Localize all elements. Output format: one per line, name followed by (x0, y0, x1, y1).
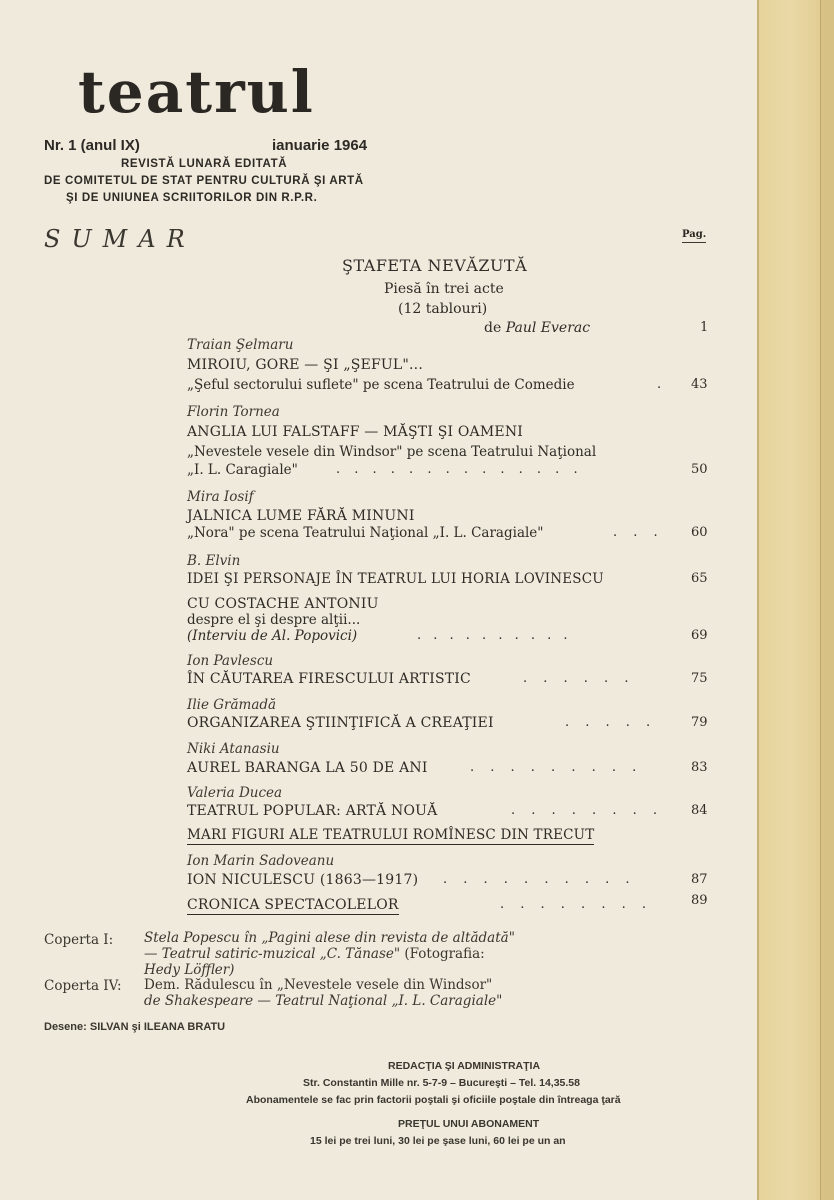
entry-description: „Şeful sectorului suflete" pe scena Teatrului de Comedie (187, 377, 575, 393)
footer-editorial: REDACŢIA ŞI ADMINISTRAŢIA (388, 1060, 541, 1072)
entry-leaders: . . . . . . . . (511, 803, 663, 818)
play-genre: Piesă în trei acte (384, 281, 504, 297)
subtitle-line-1: REVISTĂ LUNARĂ EDITATĂ (121, 158, 288, 170)
entry-author: Ion Pavlescu (187, 653, 274, 669)
drawings-credit: Desene: SILVAN şi ILEANA BRATU (44, 1021, 226, 1033)
entry-description-2: (Interviu de Al. Popovici) (187, 628, 358, 644)
entry-leaders: . . . . . . . . . . (417, 628, 572, 643)
entry-page: 79 (691, 715, 708, 730)
cover-1-line-1: Stela Popescu în „Pagini alese din revista de altădată" (144, 930, 515, 946)
entry-description: despre el şi despre alţii... (187, 612, 361, 628)
entry-page: 75 (691, 671, 708, 686)
play-tableaux: (12 tablouri) (398, 301, 488, 317)
entry-title: ANGLIA LUI FALSTAFF — MĂŞTI ŞI OAMENI (187, 424, 523, 440)
entry-author: Traian Şelmaru (187, 337, 294, 353)
entry-title: ION NICULESCU (1863—1917) (187, 872, 419, 888)
footer-address: Str. Constantin Mille nr. 5-7-9 – Bucureşti – Tel. 14,35.58 (303, 1077, 580, 1089)
entry-page: 50 (691, 462, 708, 477)
play-author: Paul Everac (505, 320, 591, 336)
entry-page: 65 (691, 571, 708, 586)
entry-leaders: . . . . . (565, 715, 657, 730)
footer-price-heading: PREŢUL UNUI ABONAMENT (398, 1118, 540, 1130)
play-title: ŞTAFETA NEVĂZUTĂ (342, 256, 528, 275)
entry-description: „Nevestele vesele din Windsor" pe scena Teatrului Naţional (187, 444, 597, 460)
entry-leaders: . (657, 377, 668, 392)
entry-description: „Nora" pe scena Teatrului Naţional „I. L. Caragiale" (187, 525, 544, 541)
cover-4-label: Coperta IV: (44, 978, 122, 994)
play-by-prefix: de (484, 320, 506, 336)
entry-author: Ilie Grămadă (187, 697, 277, 713)
subtitle-line-2: DE COMITETUL DE STAT PENTRU CULTURĂ ŞI ARTĂ (44, 175, 364, 187)
entry-title: ÎN CĂUTAREA FIRESCULUI ARTISTIC (187, 671, 471, 687)
section-heading: MARI FIGURI ALE TEATRULUI ROMÎNESC DIN TRECUT (187, 827, 595, 843)
entry-description-2: „I. L. Caragiale" (187, 462, 298, 478)
entry-title: IDEI ŞI PERSONAJE ÎN TEATRUL LUI HORIA LOVINESCU (187, 571, 604, 587)
entry-title: CRONICA SPECTACOLELOR (187, 897, 399, 913)
issue-date: ianuarie 1964 (272, 137, 368, 154)
page-column-label: Pag. (682, 229, 706, 243)
entry-page: 84 (691, 803, 708, 818)
entry-title: CU COSTACHE ANTONIU (187, 596, 379, 612)
cover-4-line-2: de Shakespeare — Teatrul Naţional „I. L. Caragiale" (144, 993, 503, 1009)
entry-page: 43 (691, 377, 708, 392)
entry-page: 89 (691, 893, 708, 908)
cover-edge (820, 0, 834, 1200)
entry-page: 87 (691, 872, 708, 887)
entry-title: AUREL BARANGA LA 50 DE ANI (187, 760, 428, 776)
cover-1-photo-credit: (Fotografia: (400, 946, 485, 962)
cover-1-line-3: Hedy Löffler) (144, 962, 235, 978)
entry-page: 60 (691, 525, 708, 540)
entry-title: ORGANIZAREA ŞTIINŢIFICĂ A CREAŢIEI (187, 715, 494, 731)
cover-1-theatre: — Teatrul satiric-muzical „C. Tănase" (144, 946, 401, 962)
cover-1-line-2 (144, 946, 485, 962)
entry-page: 83 (691, 760, 708, 775)
entry-author: Ion Marin Sadoveanu (187, 853, 335, 869)
cover-4-line-1: Dem. Rădulescu în „Nevestele vesele din Windsor" (144, 977, 493, 993)
entry-leaders: . . . . . . . . . (470, 760, 643, 775)
entry-title: JALNICA LUME FĂRĂ MINUNI (187, 508, 415, 524)
magazine-logo: teatrul (78, 58, 315, 126)
play-byline (484, 320, 590, 336)
entry-author: B. Elvin (187, 553, 241, 569)
entry-author: Mira Iosif (187, 489, 254, 505)
contents-heading: SUMAR (44, 225, 196, 253)
entry-leaders: . . . (613, 525, 664, 540)
entry-leaders: . . . . . . . . (500, 897, 652, 912)
play-page: 1 (700, 320, 709, 335)
entry-author: Florin Tornea (187, 404, 280, 420)
entry-title: MIROIU, GORE — ŞI „ŞEFUL"... (187, 357, 423, 373)
entry-leaders: . . . . . . . . . . . . . . (336, 462, 583, 477)
footer-subscriptions: Abonamentele se fac prin factorii poştali şi oficiile poştale din întreaga ţară (246, 1094, 621, 1106)
entry-leaders: . . . . . . . . . . (443, 872, 636, 887)
entry-author: Valeria Ducea (187, 785, 283, 801)
subtitle-line-3: ŞI DE UNIUNEA SCRIITORILOR DIN R.P.R. (66, 192, 318, 204)
entry-page: 69 (691, 628, 708, 643)
entry-author: Niki Atanasiu (187, 741, 280, 757)
issue-number: Nr. 1 (anul IX) (44, 137, 140, 154)
cover-1-label: Coperta I: (44, 932, 114, 948)
footer-prices: 15 lei pe trei luni, 30 lei pe şase luni, 60 lei pe un an (310, 1135, 566, 1147)
entry-leaders: . . . . . . (523, 671, 635, 686)
entry-title: TEATRUL POPULAR: ARTĂ NOUĂ (187, 803, 438, 819)
